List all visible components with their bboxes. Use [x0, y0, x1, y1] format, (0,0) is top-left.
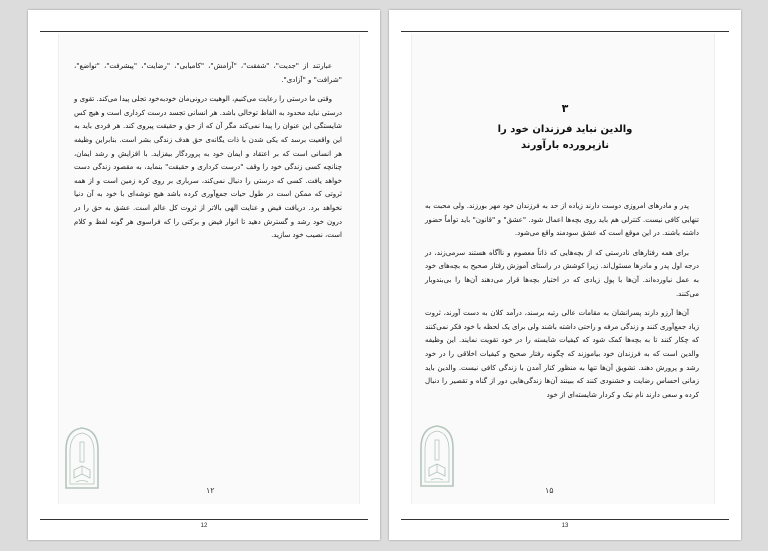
page-bottom-rule	[40, 519, 368, 520]
scanned-page-number: ۱۵	[545, 486, 554, 495]
page-left	[28, 10, 380, 540]
chapter-number: ۳	[561, 102, 569, 115]
library-seal-logo	[417, 424, 457, 488]
page-body-text	[425, 200, 699, 408]
page-number: 13	[561, 523, 569, 529]
paragraph: آن‌ها آرزو دارند پسرانشان به مقامات عالی رتبه برسند، درآمد کلان به دست آورند، ثروت زیاد جمع‌آوری کنند و زندگی مرفه و راحتی داشته باشند ولی برای یک لحظه با خود فکر نمی‌کنند که چکار کنند تا به بچه‌ها کمک شود که کیفیات شایسته را در خود تقویت نمایند. این وظیفه والدین است که به فرزندان خود بیاموزند که چگونه رفتار صحیح و کیفیات اخلاقی را در خود رشد و پرورش دهند. تشویق آن‌ها تنها به منظور کنار آمدن با زندگی کافی نیست. والدین باید زمانی احساس رضایت و خشنودی کنند که ببینند آن‌ها زندگی‌هایی دور از گناه و تقصیر را دنبال کرده و سعی دارند نام نیک و کردار شایسته‌ای از خود	[425, 309, 699, 399]
page-right	[389, 10, 741, 540]
page-top-rule	[401, 31, 729, 32]
page-bottom-rule	[401, 519, 729, 520]
page-number: 12	[200, 523, 208, 529]
library-seal-logo	[62, 426, 102, 490]
chapter-title-line: نازپرورده بارآورند	[521, 140, 609, 151]
paragraph: وقتی ما درستی را رعایت می‌کنیم، الوهیت درونی‌مان خودبه‌خود تجلی پیدا می‌کند. تقوی و درستی نباید محدود به الفاظ توخالی باشد. هر انسانی تجسد درست کرداری است و هیچ کس شایستگی این عنوان را پیدا نمی‌کند مگر آن که از حق و حقیقت پیروی کند. هر فردی باید به این واقعیت برسد که یکی شدن با ذات یگانه‌ی حق هدف زندگی بشر است. بنابراین وظیفه هر انسانی است که بر اعتقاد و ایمان خود به پروردگار بیفزاید. با افزایش و رشد ایمان، چنانچه کسی زندگی خود را وقف "درست کرداری و حقیقت" بنماید، به مقصود زندگی دست خواهد یافت. کسی که درستی را دنبال نمی‌کند، سرباری بر روی کره زمین است و از همه ثروتی که ممکن است در طول حیات جمع‌آوری کرده باشد هیچ توشه‌ای با خود به آن دنیا نخواهد برد. دریافت فیض و عنایت الهی بالاتر از ثروت کل عالم است. عشق به حق را در درون خود رشد و گسترش دهید تا انوار فیض و برکتی را که فراسوی هر گونه لفظ و کلام است، نصیب خود سازید.	[74, 95, 342, 240]
paragraph: عبارتند از "جدیت"، "شفقت"، "آرامش"، "کامیابی"، "رضایت"، "پیشرفت"، "تواضع"، "شرافت" و "آزادی".	[74, 62, 342, 84]
chapter-title	[389, 122, 741, 154]
paragraph: برای همه رفتارهای نادرستی که از بچه‌هایی که ذاتاً معصوم و ناآگاه هستند سرمی‌زند، در درجه اول پدر و مادرها مسئول‌اند. زیرا کوشش در راستای آموزش رفتار صحیح به بچه‌های خود به عمل نیاورده‌اند. آن‌ها با پول زیادی که در اختیار بچه‌ها قرار می‌دهند آن‌ها را بی‌بندوبار می‌کنند.	[425, 248, 699, 298]
scanned-page-number: ۱۲	[206, 486, 215, 495]
page-top-rule	[40, 31, 368, 32]
chapter-title-line: والدین نباید فرزندان خود را	[497, 124, 633, 135]
page-body-text	[74, 60, 342, 249]
paragraph: پدر و مادرهای امروزی دوست دارند زیاده از حد به فرزندان خود مهر بورزند. ولی محبت به تنهایی کافی نیست. کنترلی هم باید روی بچه‌ها اعمال شود. "عشق" و "قانون" باید توأماً حضور داشته باشند. در این موقع است که عشق سودمند واقع می‌شود.	[425, 202, 699, 238]
